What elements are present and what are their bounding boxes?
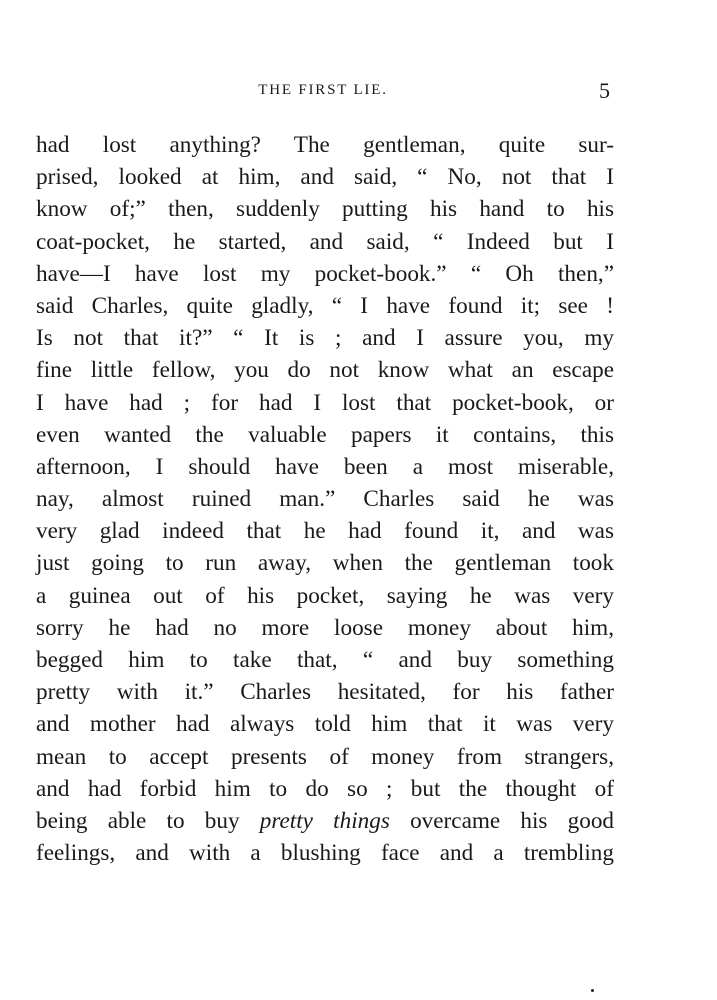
text-line-with-italic xyxy=(36,805,614,837)
text-line: a guinea out of his pocket, saying he was very xyxy=(36,582,614,609)
text-segment: being able to buy xyxy=(36,807,260,834)
text-line: I have had ; for had I lost that pocket-book, or xyxy=(36,389,614,416)
ink-speck xyxy=(591,989,594,992)
text-line: nay, almost ruined man.” Charles said he was xyxy=(36,486,614,513)
text-line: had lost anything? The gentleman, quite sur- xyxy=(36,132,614,158)
text-line: just going to run away, when the gentleman took xyxy=(36,550,614,577)
text-line: said Charles, quite gladly, “ I have found it; see ! xyxy=(36,292,614,319)
running-title: THE FIRST LIE. xyxy=(258,82,388,98)
text-line: have—I have lost my pocket-book.” “ Oh then,” xyxy=(36,260,614,287)
text-line: coat-pocket, he started, and said, “ Indeed but I xyxy=(36,228,614,255)
text-line: fine little fellow, you do not know what an escape xyxy=(36,357,614,384)
body-text xyxy=(36,129,614,869)
text-line: know of;” then, suddenly putting his hand to his xyxy=(36,196,614,223)
text-line: prised, looked at him, and said, “ No, not that I xyxy=(36,164,614,191)
text-line: and had forbid him to do so ; but the thought of xyxy=(36,775,614,802)
page-number: 5 xyxy=(599,78,610,103)
running-head xyxy=(36,78,610,102)
text-line: even wanted the valuable papers it contains, this xyxy=(36,421,614,448)
text-line: very glad indeed that he had found it, and was xyxy=(36,518,614,545)
text-line: Is not that it?” “ It is ; and I assure you, my xyxy=(36,325,614,352)
text-line: pretty with it.” Charles hesitated, for his father xyxy=(36,679,614,706)
text-line: sorry he had no more loose money about him, xyxy=(36,614,614,641)
text-line: afternoon, I should have been a most miserable, xyxy=(36,453,614,480)
text-line: and mother had always told him that it was very xyxy=(36,711,614,738)
text-line: begged him to take that, “ and buy something xyxy=(36,647,614,673)
text-line: mean to accept presents of money from strangers, xyxy=(36,743,614,770)
text-line: feelings, and with a blushing face and a trembling xyxy=(36,840,614,867)
text-segment: overcame his good xyxy=(389,807,615,834)
italic-phrase: pretty things xyxy=(259,807,390,834)
